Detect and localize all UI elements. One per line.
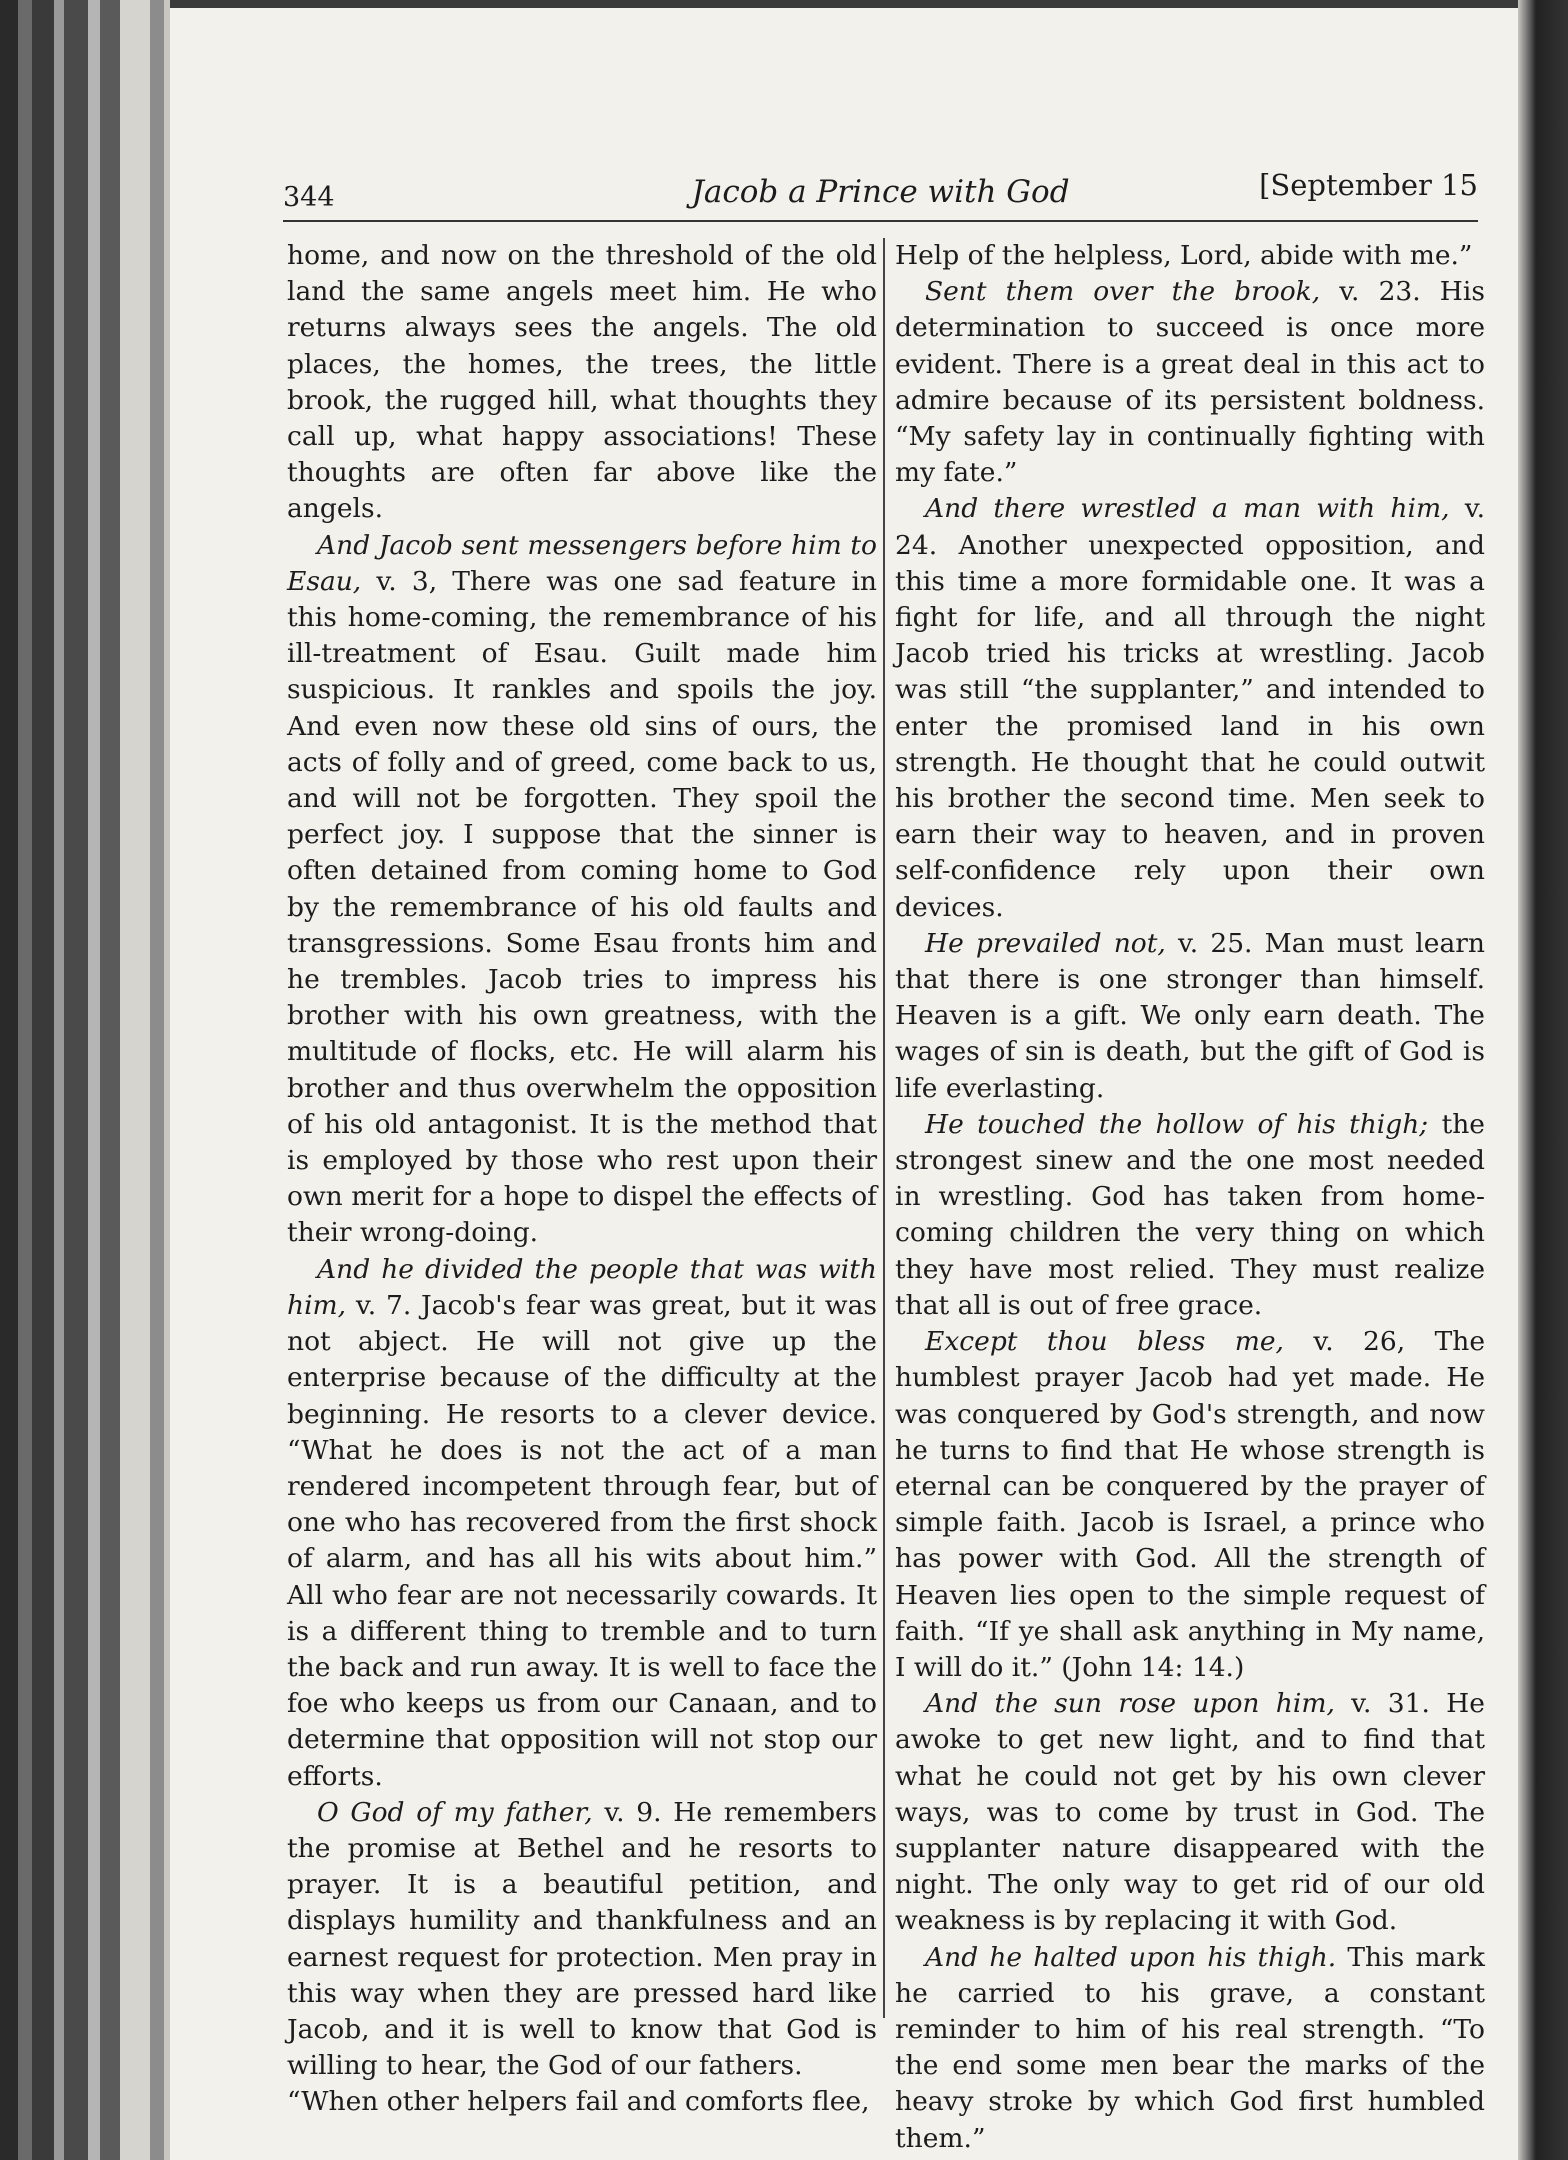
paragraph: And the sun rose upon him, v. 31. He awoke to get new light, and to find that what he could not get by his own clever ways, was to come by trust in God. The supplanter nature disappeared with the night. The only way to get rid of our old weakness is by replacing it with God.: [895, 1688, 1485, 1937]
paragraph: And he divided the people that was with him, v. 7. Jacob's fear was great, but it was not abject. He will not give up the enterprise because of the difficulty at the beginning. He resorts to a clever device. “What he does is not the act of a man rendered incompetent through fear, but of one who has recovered from the first shock of alarm, and has all his wits about him.” All who fear are not necessarily cowards. It is a different thing to tremble and to turn the back and run away. It is well to face the foe who keeps us from our Canaan, and to determine that opposition will not stop our efforts.: [287, 1253, 877, 1792]
book-page-edge: [150, 0, 164, 2160]
hymn-quote: “When other helpers fail and comforts flee,: [287, 2086, 870, 2118]
lead-phrase: He prevailed not,: [925, 927, 1166, 959]
book-page-edge: [32, 0, 54, 2160]
lead-phrase: Sent them over the brook,: [925, 276, 1321, 308]
paragraph: And he halted upon his thigh. This mark he carried to his grave, a constant reminder to him of his real strength. “To the end some men bear the marks of the heavy stroke by which God first humbled them.”: [895, 1941, 1485, 2154]
paragraph: Except thou bless me, v. 26, The humblest prayer Jacob had yet made. He was conquered by God's strength, and now he turns to find that He whose strength is eternal can be conquered by the prayer of simple faith. Jacob is Israel, a prince who has power with God. All the strength of Heaven lies open to the simple request of faith. “If ye shall ask anything in My name, I will do it.” (John 14: 14.): [895, 1326, 1485, 1683]
page-number: 344: [283, 182, 335, 213]
lead-phrase: And he divided the people that was with him,: [287, 1253, 877, 1321]
scan-top-edge: [0, 0, 1568, 8]
column-divider: [883, 238, 885, 2018]
book-page-edge: [120, 0, 150, 2160]
paragraph: And there wrestled a man with him, v. 24. Another unexpected opposition, and this time a more formidable one. It was a fight for life, and all through the night Jacob tried his tricks at wrestling. Jacob was still “the supplanter,” and intended to enter the promised land in his own strength. He thought that he could outwit his brother the second time. Men seek to earn their way to heaven, and in proven self-confidence rely upon their own devices.: [895, 493, 1485, 923]
paragraph: home, and now on the threshold of the old land the same angels meet him. He who returns always sees the angels. The old places, the homes, the trees, the little brook, the rugged hill, what thoughts they call up, what happy associations! These thoughts are often far above like the angels.: [287, 240, 877, 525]
lead-phrase: Except thou bless me,: [925, 1326, 1284, 1358]
scan-right-edge: [1518, 0, 1568, 2160]
lead-phrase: And he halted upon his thigh.: [925, 1941, 1337, 1973]
paragraph: And Jacob sent messengers before him to Esau, v. 3, There was one sad feature in this home-coming, the remembrance of his ill-treatment of Esau. Guilt made him suspicious. It rankles and spoils the joy. And even now these old sins of ours, the acts of folly and of greed, come back to us, and will not be forgotten. They spoil the perfect joy. I suppose that the sinner is often detained from coming home to God by the remembrance of his old faults and transgressions. Some Esau fronts him and he trembles. Jacob tries to impress his brother with his own greatness, with the multitude of flocks, etc. He will alarm his brother and thus overwhelm the opposition of his old antagonist. It is the method that is employed by those who rest upon their own merit for a hope to dispel the effects of their wrong-doing.: [287, 529, 877, 1249]
paragraph: He touched the hollow of his thigh; the strongest sinew and the one most needed in wrestling. God has taken from home-coming children the very thing on which they have most relied. They must realize that all is out of free grace.: [895, 1108, 1485, 1321]
paragraph: He prevailed not, v. 25. Man must learn that there is one stronger than himself. Heaven is a gift. We only earn death. The wages of sin is death, but the gift of God is life everlasting.: [895, 927, 1485, 1104]
lead-phrase: And the sun rose upon him,: [925, 1688, 1335, 1720]
book-page-edge: [54, 0, 64, 2160]
book-page-edge: [64, 0, 88, 2160]
lead-phrase: O God of my father,: [317, 1796, 593, 1828]
left-column: [287, 238, 877, 2121]
paragraph: Sent them over the brook, v. 23. His determination to succeed is once more evident. There is a great deal in this act to admire because of its persistent boldness. “My safety lay in continually fighting with my fate.”: [895, 276, 1485, 489]
book-page-edge: [164, 0, 170, 2160]
hymn-quote: Help of the helpless, Lord, abide with me.”: [895, 240, 1473, 271]
issue-date: [September 15: [1259, 168, 1478, 202]
lead-phrase: And Jacob sent messengers before him to Esau,: [287, 529, 877, 597]
right-column: [895, 238, 1485, 2157]
running-title: Jacob a Prince with God: [691, 174, 1070, 210]
page-header: [283, 160, 1478, 222]
lead-phrase: He touched the hollow of his thigh;: [925, 1108, 1429, 1140]
book-page-edge: [18, 0, 32, 2160]
book-spine-edge: [0, 0, 18, 2160]
book-page-edge: [100, 0, 120, 2160]
book-page-edge: [88, 0, 100, 2160]
paragraph: O God of my father, v. 9. He remembers the promise at Bethel and he resorts to prayer. It is a beautiful petition, and displays humility and thankfulness and an earnest request for protection. Men pray in this way when they are pressed hard like Jacob, and it is well to know that God is willing to hear, the God of our fathers.: [287, 1796, 877, 2082]
lead-phrase: And there wrestled a man with him,: [925, 493, 1450, 525]
